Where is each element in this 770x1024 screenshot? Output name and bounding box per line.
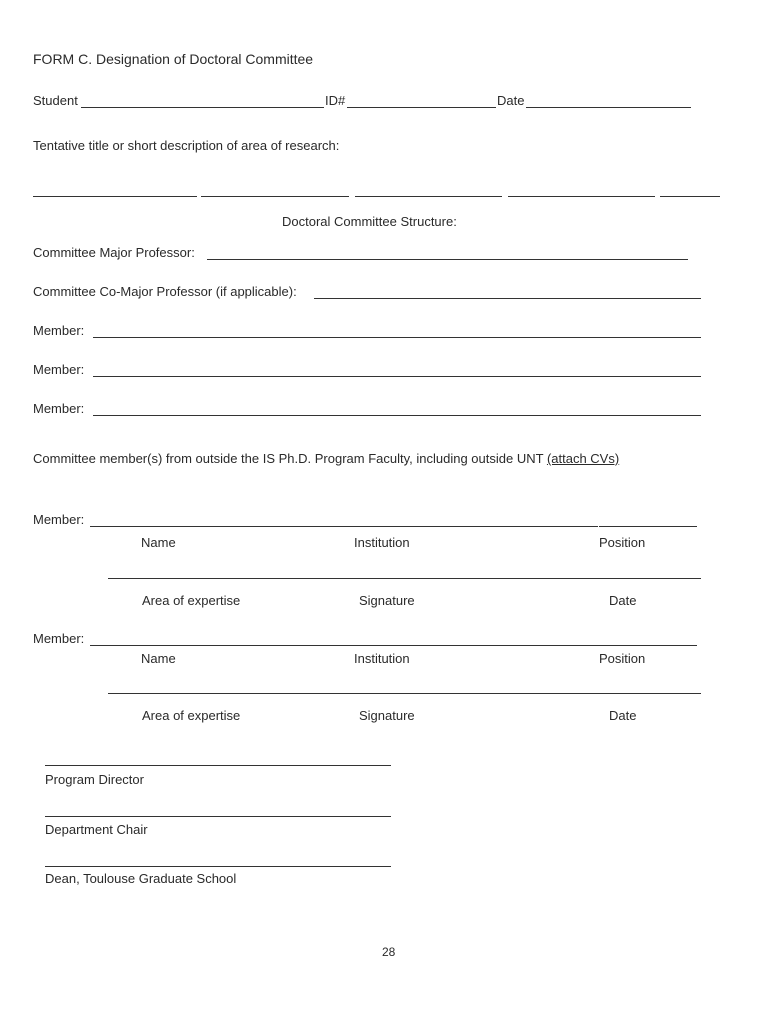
outside-members-label: Committee member(s) from outside the IS Ph.D. Program Faculty, including outside UNT	[33, 451, 547, 466]
form-title: FORM C. Designation of Doctoral Committee	[33, 51, 314, 67]
research-field-segment[interactable]	[33, 196, 197, 197]
research-field-segment[interactable]	[201, 196, 349, 197]
department-chair-signature-line[interactable]	[45, 816, 391, 817]
name-caption: Name	[141, 651, 176, 666]
research-label: Tentative title or short description of area of research:	[33, 138, 340, 153]
co-major-professor-field[interactable]	[314, 298, 701, 299]
institution-caption: Institution	[354, 535, 410, 550]
member-field[interactable]	[93, 376, 701, 377]
position-caption: Position	[599, 651, 646, 666]
expertise-caption: Area of expertise	[142, 593, 241, 608]
outside-member-label: Member:	[33, 512, 85, 527]
position-caption: Position	[599, 535, 646, 550]
date-field[interactable]	[526, 107, 691, 108]
page-number: 28	[382, 945, 396, 959]
attach-cvs-note: (attach CVs)	[546, 451, 620, 466]
major-professor-field[interactable]	[207, 259, 688, 260]
outside-members-text	[33, 451, 619, 467]
name-caption: Name	[141, 535, 176, 550]
research-field-segment[interactable]	[355, 196, 502, 197]
date-label: Date	[497, 93, 525, 108]
dean-signature-line[interactable]	[45, 866, 391, 867]
expertise-caption: Area of expertise	[142, 708, 241, 723]
outside-member-label: Member:	[33, 631, 85, 646]
co-major-professor-label: Committee Co-Major Professor (if applicable):	[33, 284, 297, 299]
outside-member-expertise-field[interactable]	[108, 578, 701, 579]
research-field-segment[interactable]	[508, 196, 655, 197]
department-chair-label: Department Chair	[45, 822, 148, 837]
institution-caption: Institution	[354, 651, 410, 666]
outside-member-name-field[interactable]	[90, 526, 598, 527]
outside-member-name-field[interactable]	[90, 645, 697, 646]
research-field-segment[interactable]	[660, 196, 720, 197]
member-label: Member:	[33, 401, 85, 416]
dean-label: Dean, Toulouse Graduate School	[45, 871, 237, 886]
signature-caption: Signature	[359, 708, 415, 723]
id-label: ID#	[325, 93, 346, 108]
program-director-label: Program Director	[45, 772, 144, 787]
student-label: Student	[33, 93, 78, 108]
date-caption: Date	[609, 593, 637, 608]
member-label: Member:	[33, 323, 85, 338]
outside-member-position-field[interactable]	[599, 526, 697, 527]
member-field[interactable]	[93, 337, 701, 338]
member-field[interactable]	[93, 415, 701, 416]
signature-caption: Signature	[359, 593, 415, 608]
outside-member-expertise-field[interactable]	[108, 693, 701, 694]
program-director-signature-line[interactable]	[45, 765, 391, 766]
structure-heading: Doctoral Committee Structure:	[282, 214, 457, 229]
date-caption: Date	[609, 708, 637, 723]
major-professor-label: Committee Major Professor:	[33, 245, 195, 260]
student-field[interactable]	[81, 107, 324, 108]
id-field[interactable]	[347, 107, 496, 108]
member-label: Member:	[33, 362, 85, 377]
